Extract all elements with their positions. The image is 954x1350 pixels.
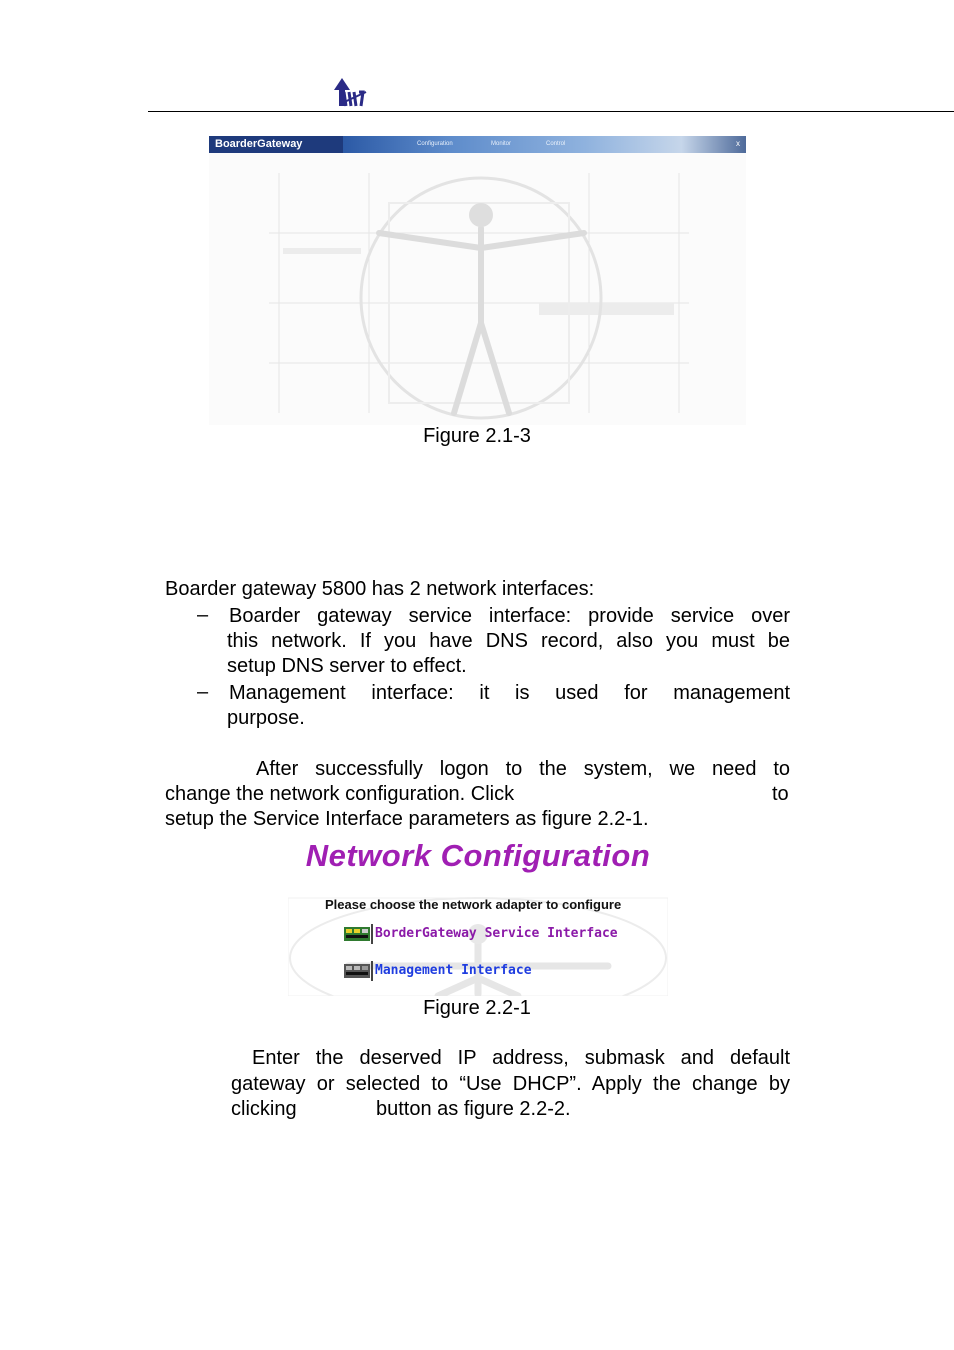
bullet-text: setup DNS server to effect. [227, 655, 467, 677]
figure-main-screen-screenshot [209, 136, 746, 425]
intro-text: Boarder gateway 5800 has 2 network interfaces: [165, 578, 595, 600]
network-card-icon [344, 924, 374, 944]
bullet-text: purpose. [227, 707, 305, 729]
step-text: Enter the deserved IP address, submask and default [252, 1047, 790, 1069]
app-brand: BoarderGateway [209, 136, 343, 153]
menu-configuration[interactable]: Configuration [417, 141, 453, 147]
menu-monitor[interactable]: Monitor [491, 141, 512, 147]
figure-network-configuration-screenshot [288, 838, 668, 996]
bullet-text: Management interface: it is used for management [229, 682, 790, 704]
step-text: to [772, 783, 789, 805]
step-text: change the network configuration. Click [165, 783, 515, 805]
step-text: setup the Service Interface parameters as figure 2.2-1. [165, 808, 649, 830]
step-text: gateway or selected to “Use DHCP”. Apply the change by [231, 1073, 790, 1095]
step-text: button as figure 2.2-2. [376, 1098, 571, 1120]
bullet-text: Boarder gateway service interface: provide service over [229, 605, 790, 627]
company-arrow-logo-icon [330, 76, 368, 108]
adapter-prompt: Please choose the network adapter to configure [325, 897, 622, 912]
page-title: Network Configuration [305, 838, 651, 873]
bullet-text: this network. If you have DNS record, also you must be [227, 630, 790, 652]
link-service-interface[interactable]: BorderGateway Service Interface [375, 926, 618, 941]
network-card-icon [344, 961, 374, 981]
figure-caption: Figure 2.1-3 [423, 425, 531, 447]
step-text: After successfully logon to the system, we need to [256, 758, 790, 780]
menu-control[interactable]: Control [546, 141, 566, 147]
header-rule [148, 111, 954, 112]
bullet-dash: – [197, 681, 209, 703]
vitruvian-watermark-icon [209, 153, 746, 425]
link-management-interface[interactable]: Management Interface [375, 963, 532, 978]
close-icon[interactable]: x [736, 139, 740, 148]
step-text: clicking [231, 1098, 297, 1120]
bullet-dash: – [197, 604, 209, 626]
figure-caption: Figure 2.2-1 [423, 997, 531, 1019]
